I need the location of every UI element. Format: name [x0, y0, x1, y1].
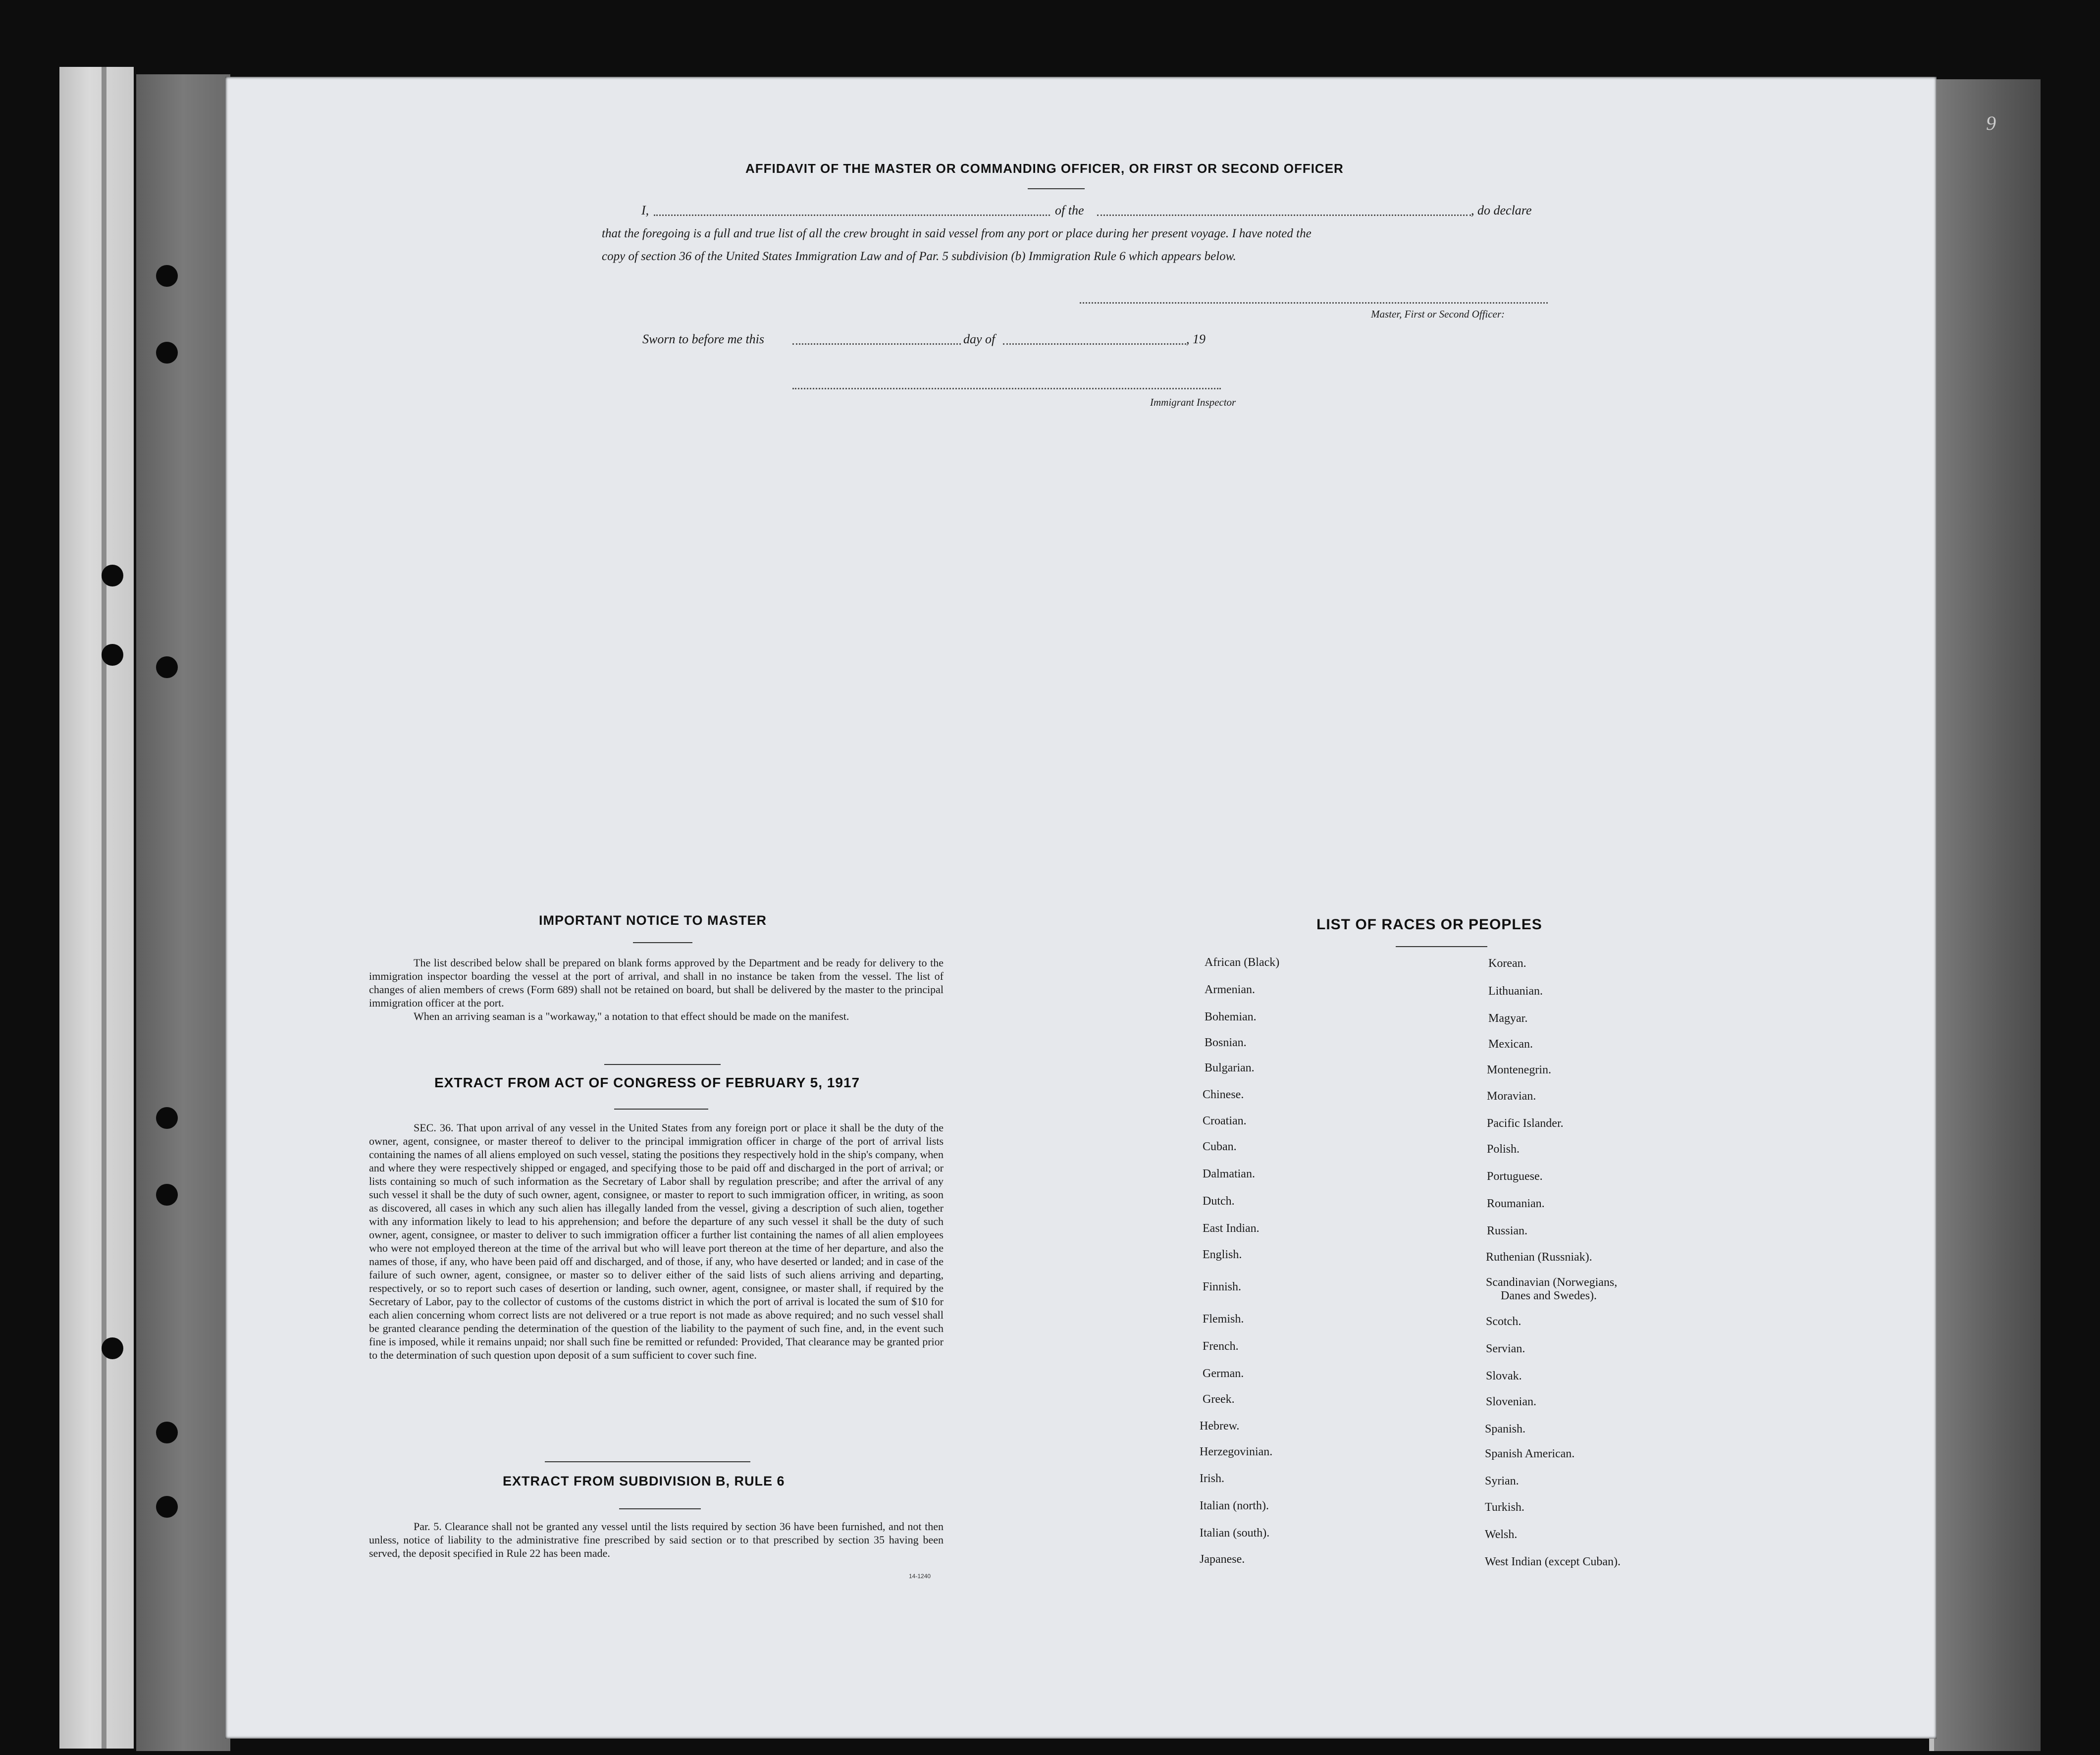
notice-text — [369, 956, 944, 1023]
notice-paragraph-2: When an arriving seaman is a "workaway," a notation to that effect should be made on the manifest. — [414, 1010, 849, 1022]
divider — [545, 1461, 750, 1462]
divider — [1396, 946, 1487, 947]
race-item: Pacific Islander. — [1487, 1117, 1564, 1130]
name-blank-line — [654, 214, 1050, 216]
binder-hole-icon — [156, 265, 178, 287]
race-item: West Indian (except Cuban). — [1485, 1555, 1621, 1568]
binder-hole-icon — [156, 342, 178, 364]
race-item: Servian. — [1486, 1342, 1525, 1355]
binder-strip-dark — [136, 74, 230, 1751]
race-item: Cuban. — [1203, 1140, 1237, 1153]
sworn-year: , 19 — [1186, 332, 1206, 346]
next-page-strip — [1934, 79, 2041, 1751]
race-item: English. — [1203, 1248, 1242, 1261]
race-item: Dutch. — [1203, 1195, 1235, 1208]
race-item: East Indian. — [1203, 1222, 1260, 1235]
affidavit-line1-start: I, — [641, 203, 649, 217]
race-item: Welsh. — [1485, 1528, 1518, 1541]
race-item: Magyar. — [1488, 1012, 1528, 1025]
binder-strip-light — [59, 67, 134, 1749]
affidavit-line2: that the foregoing is a full and true list of all the crew brought in said vessel from any port or place during her present voyage. I have noted the — [602, 227, 1312, 240]
binder-hole-icon — [156, 1496, 178, 1518]
race-item: German. — [1203, 1367, 1244, 1380]
race-item: Danes and Swedes). — [1501, 1289, 1597, 1302]
race-item: Slovenian. — [1486, 1395, 1536, 1408]
race-item: Italian (north). — [1200, 1499, 1269, 1512]
races-title: LIST OF RACES OR PEOPLES — [1316, 916, 1542, 933]
race-item: Bohemian. — [1205, 1010, 1257, 1023]
race-item: Scandinavian (Norwegians, — [1486, 1276, 1618, 1289]
race-item: Russian. — [1487, 1224, 1528, 1237]
race-item: Montenegrin. — [1487, 1064, 1551, 1076]
form-number: 14-1240 — [909, 1573, 931, 1580]
sworn-day-line — [792, 343, 961, 345]
race-item: Irish. — [1200, 1472, 1224, 1485]
binder-hole-icon — [102, 1337, 123, 1359]
binder-hole-icon — [102, 644, 123, 666]
race-item: Scotch. — [1486, 1315, 1522, 1328]
signature-caption: Master, First or Second Officer: — [1371, 308, 1505, 320]
manifest-page — [225, 77, 1937, 1739]
race-item: Flemish. — [1203, 1313, 1244, 1326]
binder-hole-icon — [156, 656, 178, 678]
race-item: Hebrew. — [1200, 1420, 1240, 1433]
race-item: Syrian. — [1485, 1475, 1519, 1488]
sworn-month-line — [1003, 343, 1186, 345]
race-item: Chinese. — [1203, 1088, 1244, 1101]
race-item: Portuguese. — [1487, 1170, 1543, 1183]
race-item: Dalmatian. — [1203, 1168, 1255, 1180]
race-item: Armenian. — [1205, 983, 1255, 996]
race-item: Turkish. — [1485, 1501, 1524, 1514]
race-item: Bosnian. — [1205, 1036, 1247, 1049]
inspector-signature-line — [792, 388, 1221, 389]
binder-hole-icon — [156, 1107, 178, 1129]
race-item: French. — [1203, 1340, 1239, 1353]
race-item: Spanish. — [1485, 1423, 1526, 1436]
race-item: Croatian. — [1203, 1115, 1247, 1127]
divider — [614, 1109, 708, 1110]
affidavit-title: AFFIDAVIT OF THE MASTER OR COMMANDING OFFICER, OR FIRST OR SECOND OFFICER — [745, 161, 1344, 176]
race-item: Roumanian. — [1487, 1197, 1545, 1210]
race-item: Bulgarian. — [1205, 1062, 1255, 1074]
race-item: Japanese. — [1200, 1553, 1245, 1566]
race-item: Moravian. — [1487, 1090, 1536, 1103]
race-item: Spanish American. — [1485, 1447, 1575, 1460]
notice-title: IMPORTANT NOTICE TO MASTER — [539, 913, 767, 928]
signature-line — [1080, 302, 1548, 304]
race-item: Korean. — [1488, 957, 1526, 970]
race-item: Lithuanian. — [1488, 985, 1543, 998]
rule-extract-text: Par. 5. Clearance shall not be granted any vessel until the lists required by section 36 have been furnished, and not then unless, notice of liability to the administrative fine prescribed by said section or to that prescribed by section 35 having been served, the deposit specified in Rule 22 has been made. — [369, 1520, 944, 1559]
race-item: Italian (south). — [1200, 1527, 1270, 1540]
race-item: Herzegovinian. — [1200, 1445, 1273, 1458]
binder-hole-icon — [102, 565, 123, 586]
affidavit-line1-mid: of the — [1055, 203, 1084, 217]
race-item: Finnish. — [1203, 1280, 1242, 1293]
divider — [633, 942, 692, 943]
affidavit-line3: copy of section 36 of the United States Immigration Law and of Par. 5 subdivision (b) Immigration Rule 6 which appears below. — [602, 250, 1236, 263]
race-item: Ruthenian (Russniak). — [1486, 1251, 1592, 1264]
binder-strip-edge — [102, 67, 106, 1749]
affidavit-line1-end: , do declare — [1471, 203, 1532, 217]
sworn-day: day of — [963, 332, 996, 346]
race-item: Mexican. — [1488, 1038, 1533, 1051]
inspector-caption: Immigrant Inspector — [1150, 396, 1236, 408]
vessel-blank-line — [1097, 214, 1471, 216]
race-item: Polish. — [1487, 1143, 1520, 1156]
binder-hole-icon — [156, 1422, 178, 1443]
binder-hole-icon — [156, 1184, 178, 1206]
act-extract-text: SEC. 36. That upon arrival of any vessel in the United States from any foreign port or place it shall be the duty of the owner, agent, consignee, or master thereof to deliver to the principal immigration officer in charge of the port of arrival lists containing the names of all aliens employed on such vessel, stating the positions they respectively hold in the ship's company, when and where they were respectively shipped or engaged, and specifying those to be paid off and discharged in the port of arrival; or lists containing so much of such information as the Secretary of Labor shall by regulation prescribe; and after the arrival of any such vessel it shall be the duty of such owner, agent, consignee, or master to report to such immigration officer, in writing, as soon as discovered, all cases in which any such alien has illegally landed from the vessel, giving a description of such alien, together with any information likely to lead to his apprehension; and before the departure of any such vessel it shall be the duty of such owner, agent, consignee, or master to deliver to such immigration officer a further list containing the names of all alien employees who were not employed thereon at the time of the arrival but who will leave port thereon at the time of her departure, and also the names of those, if any, who have been paid off and discharged, and of those, if any, who have deserted or landed; and in case of the failure of such owner, agent, consignee, or master so to deliver either of the said lists of such aliens arriving and departing, respectively, or so to report such cases of desertion or landing, such owner, agent, consignee, or master shall, if required by the Secretary of Labor, pay to the collector of customs of the customs district in which the port of arrival is located the sum of $10 for each alien concerning whom correct lists are not delivered or a true report is not made as above required; and no such vessel shall be granted clearance pending the determination of the question of the liability to the payment of such fine, and, in the event such fine is imposed, while it remains unpaid; nor shall such fine be remitted or refunded: Provided, That clearance may be granted prior to the determination of such question upon deposit of a sum sufficient to cover such fine. — [369, 1121, 944, 1361]
race-item: Greek. — [1203, 1393, 1235, 1406]
act-extract-title: EXTRACT FROM ACT OF CONGRESS OF FEBRUARY 5, 1917 — [434, 1075, 860, 1090]
divider — [1028, 188, 1085, 189]
divider — [619, 1508, 701, 1509]
race-item: African (Black) — [1205, 956, 1280, 969]
divider — [604, 1064, 721, 1065]
margin-mark: 9 — [1986, 112, 1996, 134]
notice-paragraph-1: The list described below shall be prepared on blank forms approved by the Department and be ready for delivery to the immigration inspector boarding the vessel at the port of arrival, and shall in no instance be taken from the vessel. The list of changes of alien members of crews (Form 689) shall not be retained on board, but shall be delivered by the master to the principal immigration officer at the port. — [369, 957, 944, 1009]
race-item: Slovak. — [1486, 1370, 1522, 1383]
sworn-start: Sworn to before me this — [642, 332, 765, 346]
rule-extract-title: EXTRACT FROM SUBDIVISION B, RULE 6 — [503, 1474, 785, 1489]
